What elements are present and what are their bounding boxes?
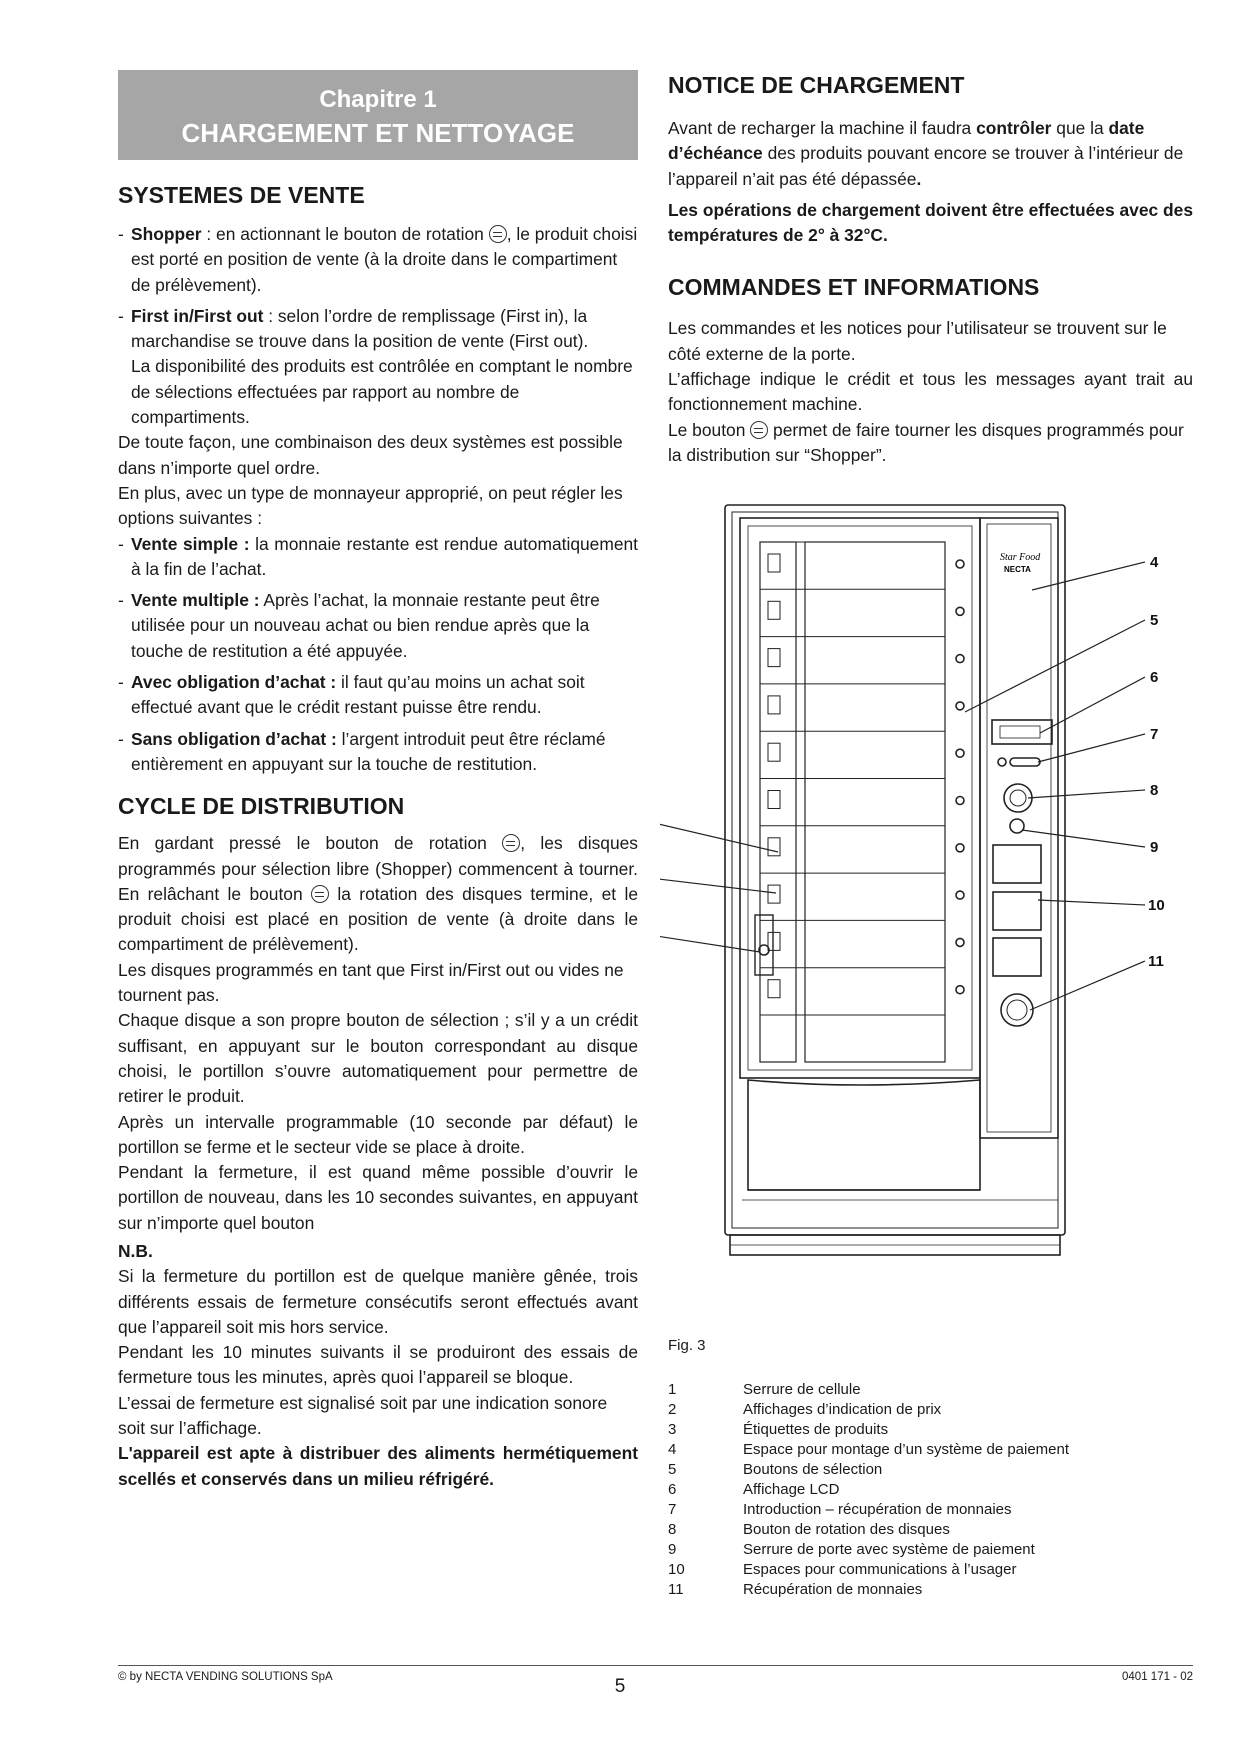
legend-row: [668, 1460, 1193, 1480]
legend-number: 9: [668, 1541, 677, 1558]
legend-row: [668, 1480, 1193, 1500]
legend-row: [668, 1420, 1193, 1440]
legend-number: 2: [668, 1401, 677, 1418]
rotation-button-icon: [750, 421, 768, 439]
item-vente-multiple: - Vente multiple : Après l’achat, la monnaie restante peut être utilisée pour un nouveau achat ou bien rendue après que la touche de restitution a été appuyée.: [118, 590, 600, 661]
paragraph-options: En plus, avec un type de monnayeur approprié, on peut régler les options suivantes :: [118, 482, 623, 529]
paragraph-cycle-5: Pendant la fermeture, il est quand même possible d’ouvrir le portillon de nouveau, dans les 10 secondes suivantes, en appuyant sur n’importe quel bouton: [118, 1162, 638, 1233]
legend-text: Récupération de monnaies: [743, 1581, 923, 1598]
info-space-3: [993, 938, 1041, 976]
product-label: [768, 601, 780, 619]
rotation-knob: [1004, 784, 1032, 812]
paragraph-cycle-7: Pendant les 10 minutes suivants il se produiront des essais de fermeture tous les minutes, après quoi l’appareil se bloque.: [118, 1342, 638, 1388]
brand-necta: NECTA: [1004, 565, 1031, 574]
glass-door: [740, 518, 980, 1078]
product-label: [768, 791, 780, 809]
rotation-button-icon: [311, 885, 329, 903]
legend-number: 3: [668, 1421, 677, 1438]
legend-text: Introduction – récupération de monnaies: [743, 1501, 1012, 1518]
callout-6: 6: [1150, 669, 1159, 686]
paragraph-notice-1: Avant de recharger la machine il faudra contrôler que la date d’échéance des produits pouvant encore se trouver à l’intérieur de l’appareil n’ait pas été dépassée.: [668, 118, 1184, 189]
coin-slot-indicator: [998, 758, 1006, 766]
item-fifo: - First in/First out : selon l’ordre de remplissage (First in), la marchandise se trouve dans la position de vente (First out).: [118, 305, 589, 352]
footer-copyright: © by NECTA VENDING SOLUTIONS SpA: [118, 1671, 333, 1683]
paragraph-cycle-4: Après un intervalle programmable (10 seconde par défaut) le portillon se ferme et le secteur vide se place à droite.: [118, 1111, 638, 1157]
info-space-1: [993, 845, 1041, 883]
selection-button: [956, 749, 964, 757]
delivery-bin: [748, 1080, 980, 1190]
control-panel: [980, 518, 1058, 1138]
paragraph-commandes-1: Les commandes et les notices pour l’utilisateur se trouvent sur le côté externe de la porte.: [668, 318, 1167, 364]
callout-11: 11: [1148, 953, 1164, 970]
legend-text: Étiquettes de produits: [743, 1421, 889, 1438]
item-sans-obligation: - Sans obligation d’achat : l’argent introduit peut être réclamé entièrement en appuyant sur la touche de restitution.: [118, 728, 606, 774]
legend-number: 1: [668, 1381, 677, 1398]
figure-legend: [668, 1380, 1193, 1600]
legend-text: Boutons de sélection: [743, 1461, 883, 1478]
legend-row: [668, 1400, 1193, 1420]
product-label: [768, 980, 780, 998]
paragraph-commandes-3: Le bouton permet de faire tourner les disques programmés pour la distribution sur “Shopper”.: [668, 419, 1184, 465]
product-label: [768, 885, 780, 903]
paragraph-notice-bold: Les opérations de chargement doivent être effectuées avec des températures de 2° à 32°C.: [668, 199, 1193, 246]
selection-button: [956, 986, 964, 994]
paragraph-cycle-1: En gardant pressé le bouton de rotation , les disques programmés pour sélection libre (Shopper) commencent à tourner. En relâchant le bouton la rotation des disques termine, et le produit choisi est placé en position de vente (à droite dans le compartiment de prélèvement).: [118, 833, 639, 955]
paragraph-cycle-3: Chaque disque a son propre bouton de sélection ; s’il y a un crédit suffisant, en appuyant sur le bouton correspondant au disque choisi, le portillon s’ouvre automatiquement pour permettre de retirer le produit.: [118, 1010, 638, 1107]
chapter-title: CHARGEMENT ET NETTOYAGE: [181, 118, 575, 148]
product-label: [768, 838, 780, 856]
legend-row: [668, 1440, 1193, 1460]
legend-number: 8: [668, 1521, 677, 1538]
legend-text: Affichages d’indication de prix: [743, 1401, 942, 1418]
legend-row: [668, 1520, 1193, 1540]
door-lock: [1010, 819, 1024, 833]
cabinet-outline: [725, 505, 1065, 1235]
legend-number: 10: [668, 1561, 685, 1578]
product-label: [768, 696, 780, 714]
figure-caption: Fig. 3: [668, 1337, 706, 1354]
legend-number: 4: [668, 1441, 677, 1458]
rotation-button-icon: [489, 225, 507, 243]
item-avec-obligation: - Avec obligation d’achat : il faut qu’au moins un achat soit effectué avant que le crédit restant puisse être rendu.: [118, 672, 585, 718]
legend-number: 7: [668, 1501, 677, 1518]
callout-8: 8: [1150, 782, 1159, 799]
selection-button: [956, 938, 964, 946]
chapter-title-box: [118, 70, 638, 160]
legend-row: [668, 1380, 1193, 1400]
coin-return: [1001, 994, 1033, 1026]
product-labels-column: [760, 542, 796, 1062]
selection-button: [956, 607, 964, 615]
selection-button: [956, 560, 964, 568]
page-number: 5: [614, 1676, 626, 1697]
legend-row: [668, 1540, 1193, 1560]
brand-star-food: Star Food: [1000, 552, 1041, 563]
chapter-number: Chapitre 1: [319, 86, 437, 113]
rotation-button-icon: [502, 834, 520, 852]
callout-10: 10: [1148, 897, 1165, 914]
legend-number: 5: [668, 1461, 677, 1478]
heading-cycle-de-distribution: CYCLE DE DISTRIBUTION: [118, 793, 405, 820]
selection-button: [956, 797, 964, 805]
callout-9: 9: [1150, 839, 1159, 856]
item-fifo-detail: La disponibilité des produits est contrôlée en comptant le nombre de sélections effectuées par rapport au nombre de compartiments.: [131, 356, 633, 428]
selection-button: [956, 844, 964, 852]
heading-notice-de-chargement: NOTICE DE CHARGEMENT: [668, 72, 965, 98]
paragraph-cycle-6: Si la fermeture du portillon est de quelque manière gênée, trois différents essais de fermeture consécutifs seront effectués avant que l’appareil soit mis hors service.: [118, 1266, 638, 1337]
paragraph-cycle-8: L’essai de fermeture est signalisé soit par une indication sonore soit sur l’affichage.: [118, 1392, 608, 1439]
vending-machine-figure: [660, 500, 1195, 1295]
footer-rule: [118, 1665, 1193, 1666]
callout-7: 7: [1150, 726, 1159, 743]
product-label: [768, 932, 780, 950]
legend-text: Affichage LCD: [743, 1481, 840, 1498]
carousel-area: [805, 542, 945, 1062]
legend-row: [668, 1500, 1193, 1520]
heading-commandes: COMMANDES ET INFORMATIONS: [668, 274, 1040, 301]
legend-text: Bouton de rotation des disques: [743, 1521, 950, 1538]
left-column: [118, 70, 638, 1492]
footer-doc-code: 0401 171 - 02: [1122, 1671, 1193, 1683]
selection-button: [956, 891, 964, 899]
coin-slot: [1010, 758, 1040, 766]
product-label: [768, 743, 780, 761]
legend-number: 11: [668, 1581, 684, 1598]
legend-text: Espaces pour communications à l’usager: [743, 1561, 1017, 1578]
nb-label: N.B.: [118, 1240, 153, 1261]
callout-4: 4: [1150, 554, 1159, 571]
paragraph-cycle-2: Les disques programmés en tant que First in/First out ou vides ne tournent pas.: [118, 959, 624, 1006]
product-label: [768, 554, 780, 572]
right-column: [668, 70, 1193, 468]
legend-row: [668, 1560, 1193, 1580]
legend-number: 6: [668, 1481, 677, 1498]
heading-systemes-de-vente: SYSTEMES DE VENTE: [118, 182, 365, 208]
item-shopper: - Shopper : en actionnant le bouton de rotation , le produit choisi est porté en position de vente (à la droite dans le compartiment de prélèvement).: [118, 224, 638, 295]
paragraph-cycle-9: L'appareil est apte à distribuer des aliments hermétiquement scellés et conservés dans un milieu réfrigéré.: [118, 1443, 638, 1489]
paragraph-commandes-2: L’affichage indique le crédit et tous les messages ayant trait au fonctionnement machine.: [668, 369, 1193, 415]
product-label: [768, 649, 780, 667]
selection-button: [956, 702, 964, 710]
legend-row: [668, 1580, 1193, 1600]
legend-text: Espace pour montage d’un système de paiement: [743, 1441, 1070, 1458]
legend-text: Serrure de cellule: [743, 1381, 861, 1398]
info-space-2: [993, 892, 1041, 930]
callout-5: 5: [1150, 612, 1159, 629]
selection-button: [956, 655, 964, 663]
item-vente-simple: - Vente simple : la monnaie restante est rendue automatiquement à la fin de l’achat.: [118, 533, 638, 579]
paragraph-combinaison: De toute façon, une combinaison des deux systèmes est possible dans n’importe quel ordre.: [118, 432, 623, 478]
legend-text: Serrure de porte avec système de paiement: [743, 1541, 1035, 1558]
